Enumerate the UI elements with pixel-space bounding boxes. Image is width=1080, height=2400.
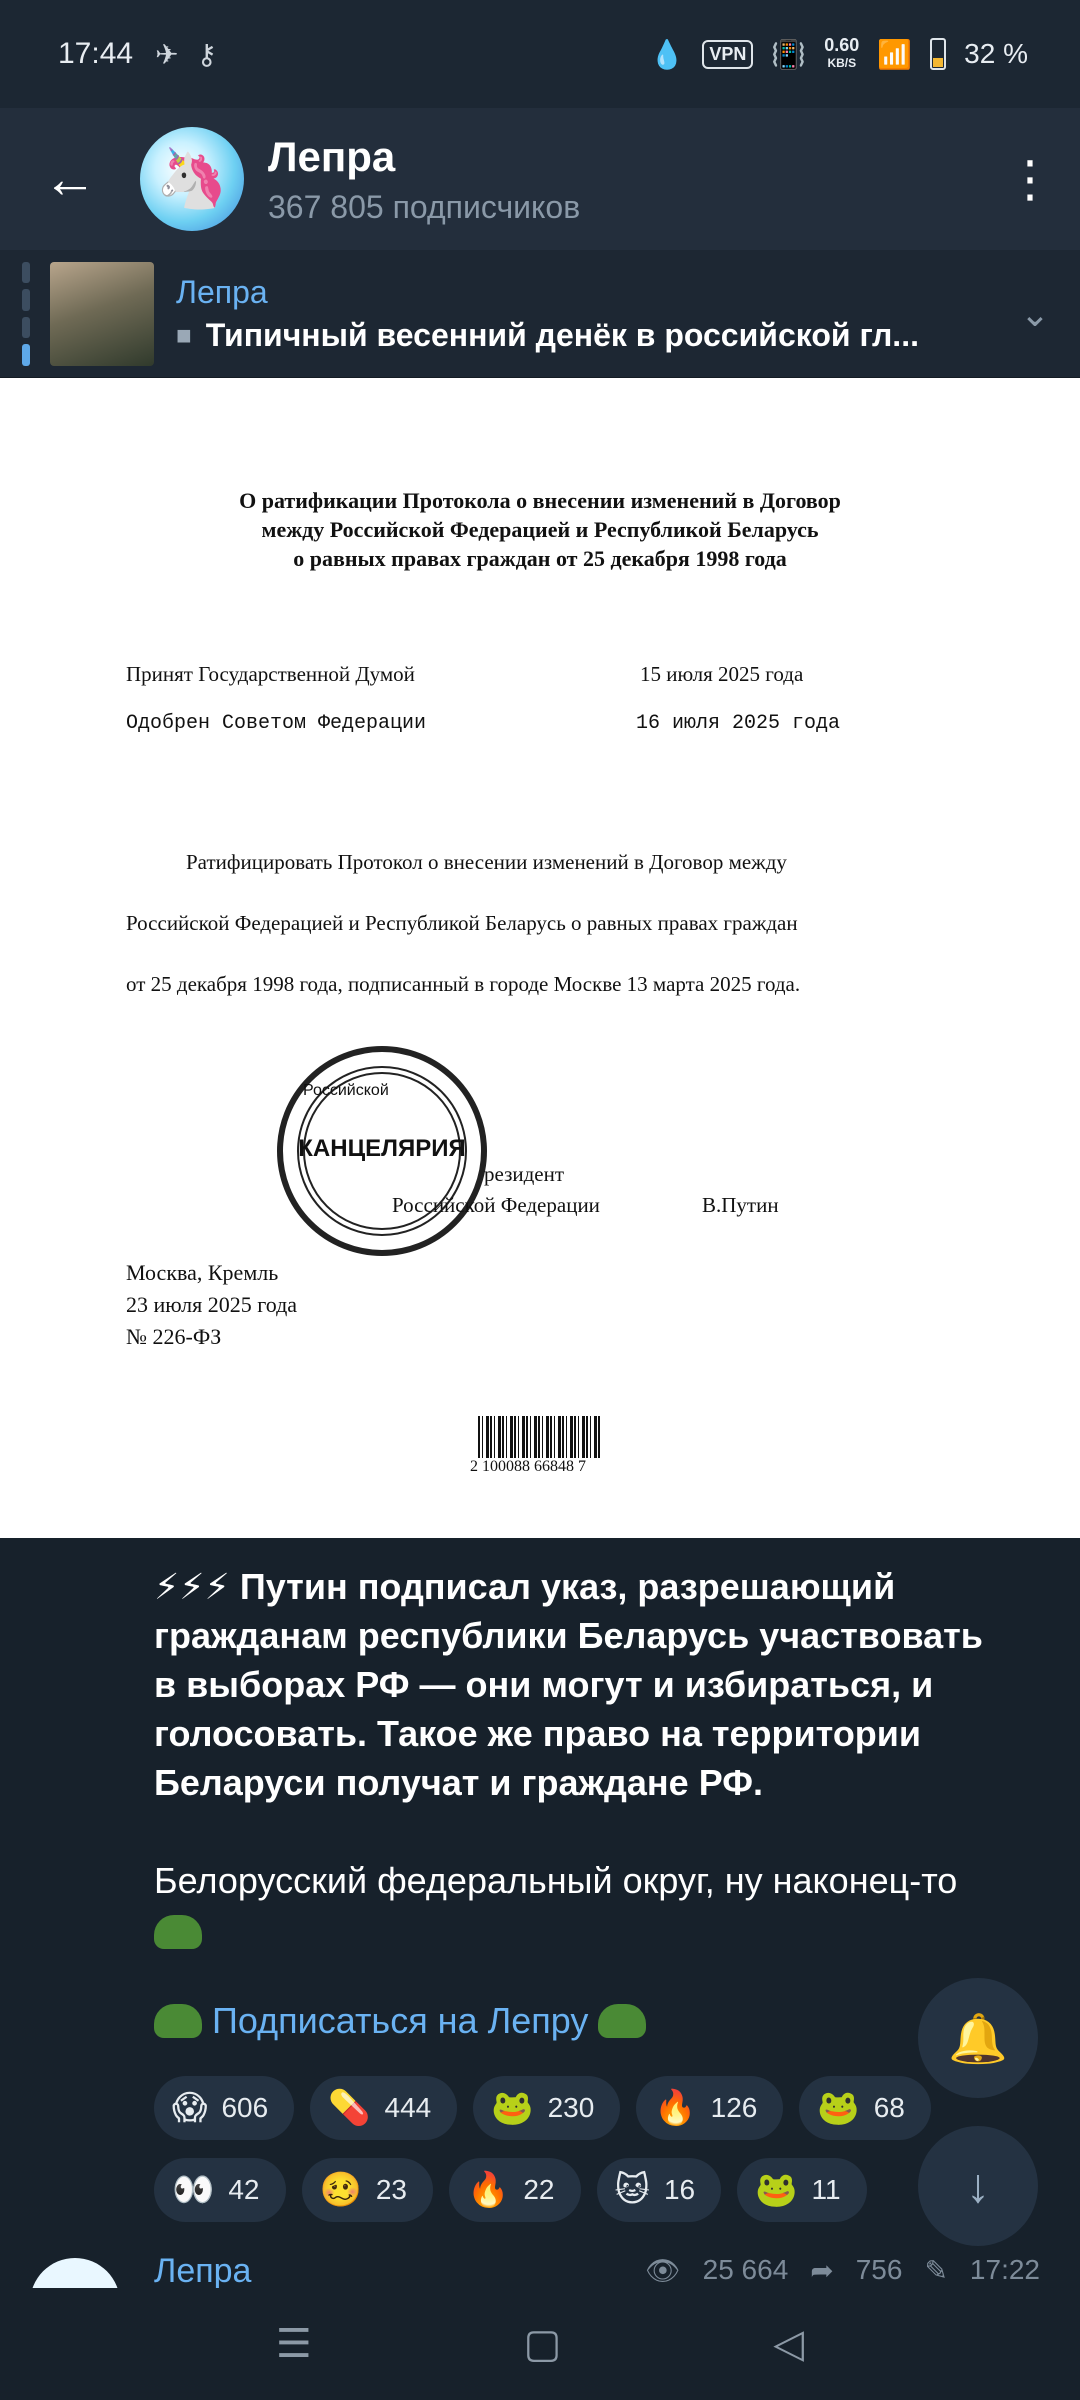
pepe-emoji: [598, 2004, 646, 2038]
reaction-chip[interactable]: 🔥 22: [449, 2158, 581, 2222]
official-stamp: Российской КАНЦЕЛЯРИЯ: [277, 1046, 487, 1256]
reaction-row-1: [154, 2076, 1054, 2140]
duma-date: 15 июля 2025 года: [640, 662, 804, 686]
home-icon[interactable]: ▢: [523, 2322, 562, 2366]
barcode-number: 2 100088 66848 7: [470, 1458, 586, 1475]
council-date: 16 июля 2025 года: [636, 712, 841, 735]
chevron-down-icon[interactable]: ⌄: [1019, 292, 1051, 334]
signing-date: 23 июля 2025 года: [126, 1292, 298, 1317]
arrow-down-icon: ↓: [966, 2159, 990, 2213]
pin-indicator: [22, 262, 30, 366]
scroll-down-button[interactable]: [918, 2126, 1038, 2246]
council-label: Одобрен Советом Федерации: [126, 712, 427, 735]
views-icon: 👁: [645, 2255, 681, 2286]
drop-icon: 💧: [649, 38, 685, 70]
law-number: № 226-ФЗ: [126, 1324, 222, 1349]
next-post-preview: [0, 2250, 1080, 2288]
next-post-channel: Лепра: [154, 2252, 252, 2288]
bell-icon: 🔔: [948, 2012, 1008, 2066]
shares-count: 756: [855, 2254, 903, 2285]
president-line1: резидент: [484, 1162, 565, 1186]
recents-icon[interactable]: ☰: [275, 2322, 312, 2366]
reaction-chip[interactable]: 😱 606: [154, 2076, 294, 2140]
president-line2: Российской Федерации: [392, 1193, 600, 1217]
post-time: 17:22: [969, 2254, 1040, 2285]
document-paragraph-line3: от 25 декабря 1998 года, подписанный в городе Москве 13 марта 2025 года.: [126, 972, 801, 996]
next-post-meta: [645, 2254, 1040, 2287]
pepe-emoji: [154, 1915, 202, 1949]
pinned-message-bar[interactable]: [0, 250, 1080, 378]
signing-place: Москва, Кремль: [126, 1260, 279, 1285]
reactions-panel: [154, 2076, 1054, 2240]
subscriber-count: 367 805 подписчиков: [268, 188, 581, 225]
barcode: [478, 1416, 602, 1458]
chat-header: [0, 108, 1080, 250]
document-image[interactable]: [0, 378, 1080, 1538]
channel-title: Лепра: [268, 132, 396, 180]
battery-percent: 32 %: [964, 38, 1028, 69]
wifi-icon: 📶: [877, 38, 913, 70]
channel-avatar[interactable]: 🦄: [140, 127, 244, 231]
pepe-emoji: [154, 2004, 202, 2038]
reaction-chip[interactable]: 👀 42: [154, 2158, 286, 2222]
pinned-thumbnail: [50, 262, 154, 366]
document-title: О ратификации Протокола о внесении изменений в Договор между Российской Федерацией и Республикой Беларусь о равных правах граждан от 25 декабря 1998 года: [239, 488, 841, 571]
key-icon: ⚷: [196, 38, 218, 70]
reaction-chip[interactable]: 🐱 16: [597, 2158, 722, 2222]
subscribe-link[interactable]: Подписаться на Лепру: [154, 2000, 646, 2042]
views-count: 25 664: [702, 2254, 789, 2285]
more-menu-icon[interactable]: ⋮: [1005, 151, 1055, 207]
post-text: ⚡⚡⚡ Путин подписал указ, разрешающий гражданам республики Беларусь участвовать в выборах РФ — они могут и избираться, и голосовать. Такое же право на территории Беларуси получат и граждане РФ. Белорусский федеральный округ, ну наконец-то: [154, 1562, 1014, 1954]
reaction-chip[interactable]: 🐸 11: [737, 2158, 866, 2222]
bird-icon: ✈: [155, 38, 179, 70]
back-triangle-icon[interactable]: ◁: [773, 2322, 805, 2366]
pencil-icon: ✎: [924, 2255, 948, 2286]
document-paragraph-line1: Ратифицировать Протокол о внесении изменений в Договор между: [186, 850, 787, 874]
reaction-chip[interactable]: 🐸 68: [799, 2076, 931, 2140]
reaction-chip[interactable]: 🔥 126: [636, 2076, 783, 2140]
reaction-chip[interactable]: 🐸 230: [473, 2076, 620, 2140]
vibrate-icon: 📳: [771, 38, 807, 70]
vpn-badge: VPN: [702, 40, 753, 69]
channel-info[interactable]: [268, 133, 580, 226]
status-time: 17:44: [58, 37, 134, 70]
duma-label: Принят Государственной Думой: [126, 662, 415, 686]
signature-name: В.Путин: [702, 1193, 779, 1217]
share-icon: ➦: [810, 2255, 834, 2286]
video-camera-icon: ■: [176, 319, 192, 350]
pinned-text: Типичный весенний денёк в российской гл...: [205, 316, 919, 353]
reaction-chip[interactable]: 🥴 23: [302, 2158, 434, 2222]
battery-icon: [930, 38, 946, 70]
document-paragraph-line2: Российской Федерацией и Республикой Беларусь о равных правах граждан: [126, 911, 798, 935]
next-post-avatar: [30, 2258, 120, 2288]
back-arrow-icon[interactable]: ←: [43, 149, 97, 209]
system-nav-bar: [0, 2288, 1080, 2400]
reaction-chip[interactable]: 💊 444: [310, 2076, 457, 2140]
network-speed: 0.60 KB/S: [824, 35, 860, 70]
notification-bell-button[interactable]: [918, 1978, 1038, 2098]
status-bar: [0, 0, 1080, 108]
pinned-title: Лепра: [176, 273, 268, 310]
